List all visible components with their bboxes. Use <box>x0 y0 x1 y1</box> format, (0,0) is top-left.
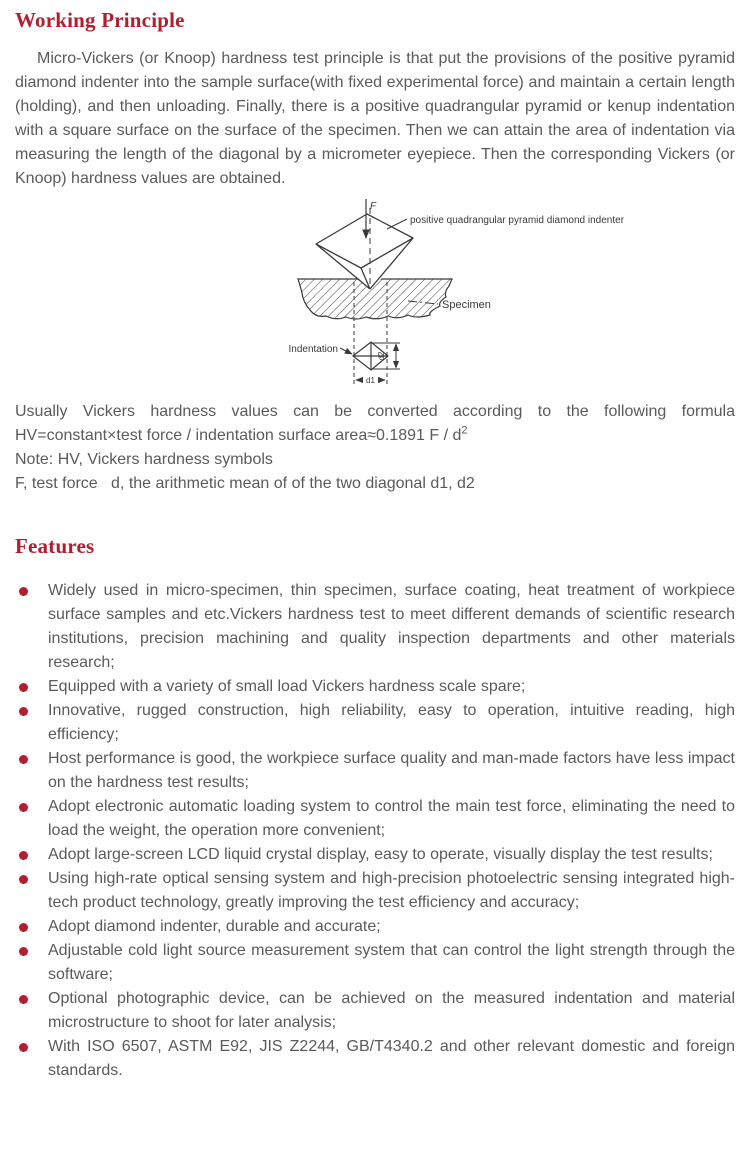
bullet-icon <box>19 683 28 692</box>
feature-item <box>15 987 735 1035</box>
feature-item-text: Widely used in micro-specimen, thin specimen, surface coating, heat treatment of workpiece surface samples and etc.Vickers hardness test to meet different demands of scientific research institutions, precision machining and quality inspection departments and other materials research; <box>48 582 735 671</box>
formula-note-line: Note: HV, Vickers hardness symbols <box>15 451 273 468</box>
bullet-icon <box>19 995 28 1004</box>
d1-label: d1 <box>366 376 375 385</box>
bullet-icon <box>19 875 28 884</box>
feature-item-text: Adopt electronic automatic loading system to control the main test force, eliminating the need to load the weight, the operation more convenient; <box>48 798 735 839</box>
feature-item <box>15 867 735 915</box>
feature-item-text: Adopt large-screen LCD liquid crystal display, easy to operate, visually display the test results; <box>48 846 713 863</box>
formula-equation-text: HV=constant×test force / indentation surface area≈0.1891 F / d <box>15 427 462 444</box>
bullet-icon <box>19 803 28 812</box>
specimen-label: Specimen <box>442 299 491 311</box>
feature-item-text: Adopt diamond indenter, durable and accurate; <box>48 918 381 935</box>
bullet-icon <box>19 755 28 764</box>
formula-exponent: 2 <box>461 424 468 437</box>
bullet-icon <box>19 587 28 596</box>
force-label: F <box>370 201 377 212</box>
bullet-icon <box>19 707 28 716</box>
indenter-leader-line <box>387 219 407 229</box>
feature-item-text: Optional photographic device, can be achieved on the measured indentation and material microstructure to shoot for later analysis; <box>48 990 735 1031</box>
feature-item <box>15 843 735 867</box>
indentation-leader-line <box>340 348 352 354</box>
feature-item-text: Adjustable cold light source measurement system that can control the light strength through the software; <box>48 942 735 983</box>
feature-item <box>15 1035 735 1083</box>
pyramid-indenter-shape <box>316 214 413 289</box>
indentation-label: Indentation <box>288 344 338 355</box>
indenter-label: positive quadrangular pyramid diamond indenter <box>410 215 625 226</box>
indenter-diagram-image <box>270 196 630 394</box>
working-principle-title: Working Principle <box>15 8 185 32</box>
feature-item-text: Host performance is good, the workpiece surface quality and man-made factors have less impact on the hardness test results; <box>48 750 735 791</box>
feature-item <box>15 939 735 987</box>
features-list <box>15 579 735 1083</box>
working-principle-paragraph: Micro-Vickers (or Knoop) hardness test principle is that put the provisions of the positive pyramid diamond indenter into the sample surface(with fixed experimental force) and maintain a certain length (holding), and then unloading. Finally, there is a positive quadrangular pyramid or kenup indentation with a square surface on the surface of the specimen. Then we can attain the area of indentation via measuring the length of the diagonal by a micrometer eyepiece. Then the corresponding Vickers (or Knoop) hardness values are obtained. <box>15 50 735 187</box>
feature-item <box>15 699 735 747</box>
d2-label: d2 <box>377 351 386 361</box>
feature-item <box>15 579 735 675</box>
formula-equation-line <box>15 424 735 448</box>
bullet-icon <box>19 923 28 932</box>
feature-item-text: Using high-rate optical sensing system and high-precision photoelectric sensing integrated high-tech product technology, greatly improving the test efficiency and accuracy; <box>48 870 735 911</box>
feature-item-text: Equipped with a variety of small load Vickers hardness scale spare; <box>48 678 526 695</box>
feature-item <box>15 915 735 939</box>
feature-item <box>15 795 735 843</box>
formula-symbols-line: F, test force d, the arithmetic mean of of the two diagonal d1, d2 <box>15 475 475 492</box>
bullet-icon <box>19 1043 28 1052</box>
bullet-icon <box>19 851 28 860</box>
formula-intro-line: Usually Vickers hardness values can be converted according to the following formula <box>15 403 735 420</box>
feature-item <box>15 747 735 795</box>
specimen-shape <box>298 279 452 319</box>
features-title: Features <box>15 534 95 558</box>
indenter-diagram <box>270 196 630 394</box>
feature-item-text: With ISO 6507, ASTM E92, JIS Z2244, GB/T4340.2 and other relevant domestic and foreign standards. <box>48 1038 735 1079</box>
feature-item <box>15 675 735 699</box>
feature-item-text: Innovative, rugged construction, high reliability, easy to operation, intuitive reading, high efficiency; <box>48 702 735 743</box>
bullet-icon <box>19 947 28 956</box>
formula-block <box>15 400 735 496</box>
